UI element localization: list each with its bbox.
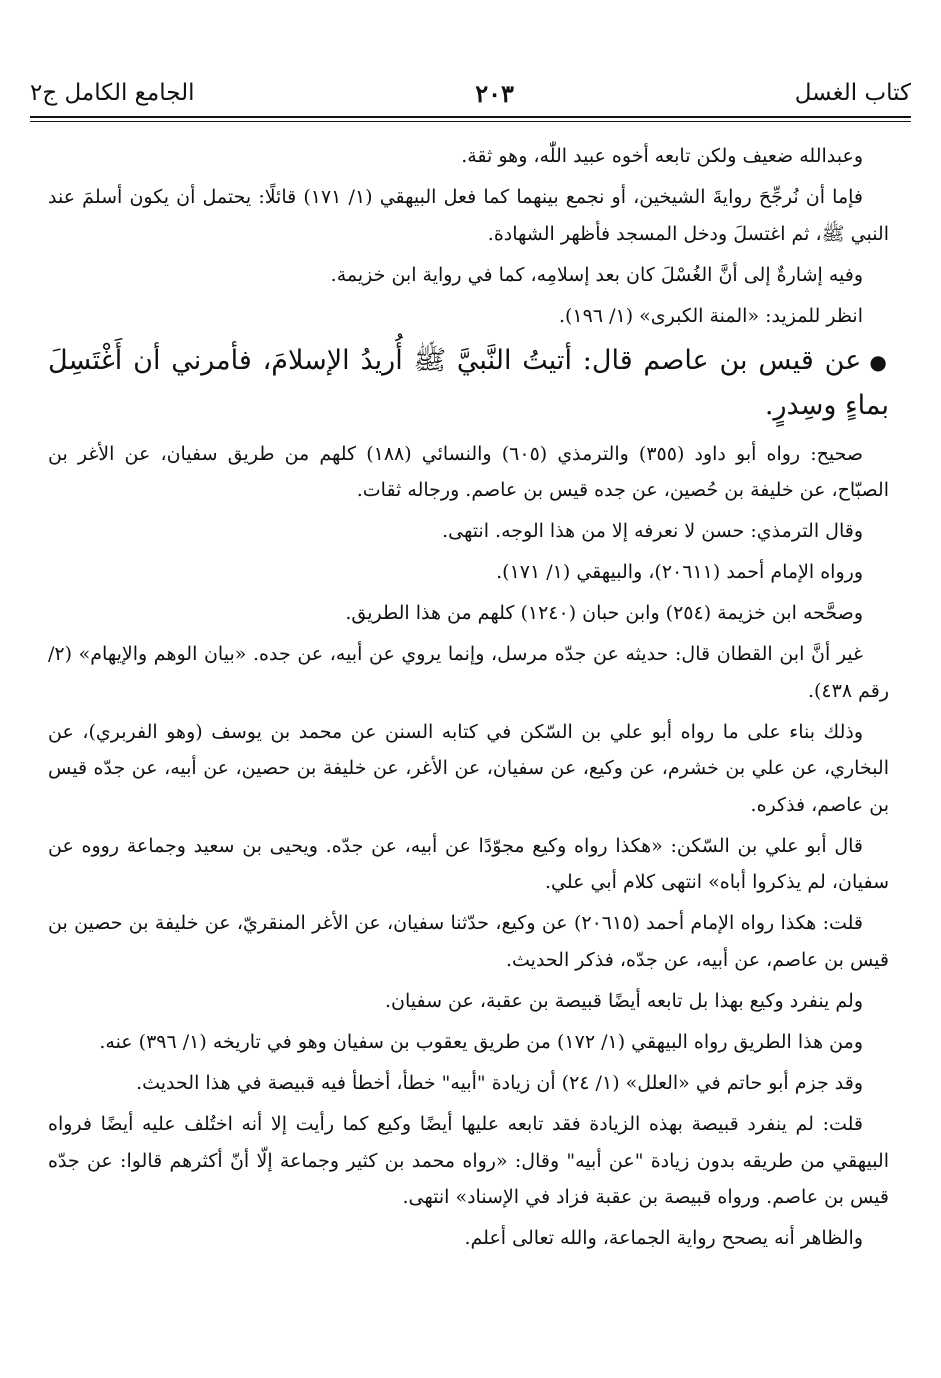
paragraph: صحيح: رواه أبو داود (٣٥٥) والترمذي (٦٠٥) والنسائي (١٨٨) كلهم من طريق سفيان، عن الأغر بن الصبّاح، عن خليفة بن حُصين، عن جده قيس بن عاصم. ورجاله ثقات. <box>48 442 889 502</box>
paragraph: غير أنَّ ابن القطان قال: حديثه عن جدّه مرسل، وإنما يروي عن أبيه، عن جده. «بيان الوهم والإيهام» (٢/رقم ٤٣٨). <box>48 643 889 702</box>
paragraph: وقد جزم أبو حاتم في «العلل» (١/ ٢٤) أن زيادة "أبيه" خطأ، أخطأ فيه قبيصة في هذا الحديث. <box>136 1071 863 1094</box>
paragraph: قلت: هكذا رواه الإمام أحمد (٢٠٦١٥) عن وكيع، حدّثنا سفيان، عن الأغر المنقريّ، عن خليفة بن حصين بن قيس بن عاصم، عن أبيه، عن جدّه، فذكر الحديث. <box>48 912 889 971</box>
paragraph: ومن هذا الطريق رواه البيهقي (١/ ١٧٢) من طريق يعقوب بن سفيان وهو في تاريخه (١/ ٣٩٦) عنه. <box>99 1030 863 1053</box>
paragraph: ورواه الإمام أحمد (٢٠٦١١)، والبيهقي (١/ ١٧١). <box>496 561 863 584</box>
paragraph: فإما أن نُرجِّحَ روايةَ الشيخين، أو نجمع بينهما كما فعل البيهقي (١/ ١٧١) قائلًا: يحتمل أن يكون أسلمَ عند النبي ﷺ، ثم اغتسلَ ودخل المسجد فأظهر الشهادة. <box>48 185 889 245</box>
header-rule-thin <box>30 121 911 122</box>
paragraph: والظاهر أنه يصحح رواية الجماعة، والله تعالى أعلم. <box>464 1227 863 1250</box>
bullet-icon: ● <box>869 349 889 374</box>
header-rule-thick <box>30 116 911 118</box>
paragraph: وفيه إشارةٌ إلى أنَّ الغُسْلَ كان بعد إسلامِه، كما في رواية ابن خزيمة. <box>330 263 863 286</box>
paragraph: قلت: لم ينفرد قبيصة بهذه الزيادة فقد تابعه عليها أيضًا وكيع كما رأيت إلا أنه اختُلف عليه أيضًا فرواه البيهقي من طريقه بدون زيادة "عن أبيه" وقال: «رواه محمد بن كثير وجماعة إلّا أنّ أكثرهم قالوا: عن جدّه قيس بن عاصم. ورواه قبيصة بن عقبة فزاد في الإسناد» انتهى. <box>48 1112 889 1209</box>
book-title: الجامع الكامل ج٢ <box>30 80 195 106</box>
paragraph: وقال الترمذي: حسن لا نعرفه إلا من هذا الوجه. انتهى. <box>442 520 863 543</box>
paragraph: وذلك بناء على ما رواه أبو علي بن السّكن في كتابه السنن عن محمد بن يوسف (وهو الفربري)، عن البخاري، عن علي بن خشرم، عن وكيع، عن سفيان، عن الأغر، عن خليفة بن حصين، عن أبيه، عن جدّه قيس بن عاصم، فذكره. <box>48 720 889 816</box>
paragraph: وصحَّحه ابن خزيمة (٢٥٤) وابن حبان (١٢٤٠) كلهم من هذا الطريق. <box>345 602 863 625</box>
hadith-text <box>48 339 889 428</box>
paragraph: ولم ينفرد وكيع بهذا بل تابعه أيضًا قبيصة بن عقبة، عن سفيان. <box>384 989 863 1012</box>
page-body <box>48 138 889 1261</box>
chapter-title: كتاب الغسل <box>794 80 911 106</box>
paragraph: انظر للمزيد: «المنة الكبرى» (١/ ١٩٦). <box>558 304 863 327</box>
hadith-body: عن قيس بن عاصم قال: أتيتُ النَّبيَّ ﷺ أُريدُ الإسلامَ، فأمرني أن أَغْتَسِلَ بماءٍ وسِدرٍ. <box>48 344 889 421</box>
paragraph: قال أبو علي بن السّكن: «هكذا رواه وكيع مجوّدًا عن أبيه، عن جدّه. ويحيى بن سعيد وجماعة رووه عن سفيان، لم يذكروا أباه» انتهى كلام أبي علي. <box>48 834 889 894</box>
page-number: ٢٠٣ <box>475 78 514 108</box>
running-header <box>30 76 911 110</box>
paragraph: وعبدالله ضعيف ولكن تابعه أخوه عبيد اللّٰه، وهو ثقة. <box>461 145 863 167</box>
